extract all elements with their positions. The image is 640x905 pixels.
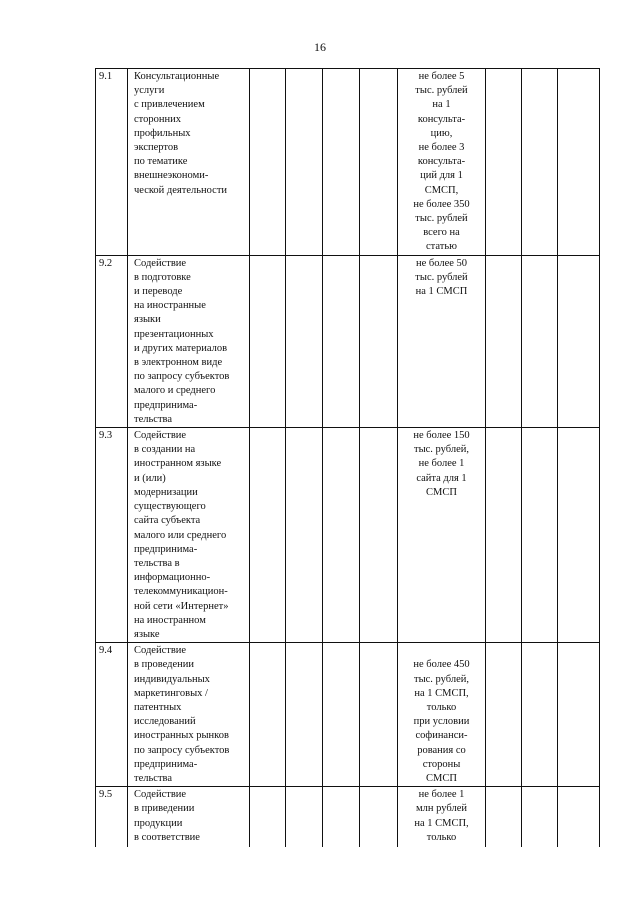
empty-cell (286, 643, 323, 787)
empty-cell (250, 255, 286, 427)
amount-limit-cell: не более 50 тыс. рублей на 1 СМСП (398, 255, 486, 427)
empty-cell (323, 787, 360, 847)
empty-cell (522, 643, 558, 787)
empty-cell (558, 255, 600, 427)
empty-cell (558, 69, 600, 256)
service-description-cell: Консультационные услуги с привлечением сторонних профильных экспертов по тематике внешнеэкономи- ческой деятельности (128, 69, 250, 256)
empty-cell (558, 787, 600, 847)
empty-cell (360, 428, 398, 643)
row-number-cell: 9.1 (96, 69, 128, 256)
empty-cell (486, 255, 522, 427)
empty-cell (323, 428, 360, 643)
service-description-cell: Содействие в приведении продукции в соответствие (128, 787, 250, 847)
empty-cell (522, 787, 558, 847)
row-number-cell: 9.5 (96, 787, 128, 847)
empty-cell (486, 428, 522, 643)
row-number-cell: 9.3 (96, 428, 128, 643)
amount-limit-cell: не более 150 тыс. рублей, не более 1 сайта для 1 СМСП (398, 428, 486, 643)
empty-cell (522, 255, 558, 427)
empty-cell (286, 428, 323, 643)
empty-cell (323, 255, 360, 427)
services-table (95, 68, 600, 847)
empty-cell (250, 787, 286, 847)
row-number-cell: 9.2 (96, 255, 128, 427)
empty-cell (360, 255, 398, 427)
empty-cell (360, 69, 398, 256)
empty-cell (558, 428, 600, 643)
page-number: 16 (314, 40, 326, 54)
amount-limit-cell: не более 450 тыс. рублей, на 1 СМСП, только при условии софинанси- рования со стороны СМСП (398, 643, 486, 787)
empty-cell (250, 428, 286, 643)
empty-cell (486, 69, 522, 256)
table-row (96, 787, 600, 847)
empty-cell (522, 428, 558, 643)
service-description-cell: Содействие в подготовке и переводе на иностранные языки презентационных и других материалов в электронном виде по запросу субъектов малого и среднего предпринима- тельства (128, 255, 250, 427)
empty-cell (286, 69, 323, 256)
empty-cell (486, 787, 522, 847)
empty-cell (250, 69, 286, 256)
amount-limit-cell: не более 5 тыс. рублей на 1 консульта- цию, не более 3 консульта- ций для 1 СМСП, не более 350 тыс. рублей всего на статью (398, 69, 486, 256)
table-row (96, 428, 600, 643)
row-number-cell: 9.4 (96, 643, 128, 787)
service-description-cell: Содействие в проведении индивидуальных маркетинговых / патентных исследований иностранных рынков по запросу субъектов предпринима- тельства (128, 643, 250, 787)
amount-limit-cell: не более 1 млн рублей на 1 СМСП, только (398, 787, 486, 847)
empty-cell (522, 69, 558, 256)
table-row (96, 69, 600, 256)
empty-cell (360, 643, 398, 787)
table-row (96, 643, 600, 787)
service-description-cell: Содействие в создании на иностранном языке и (или) модернизации существующего сайта субъекта малого или среднего предпринима- тельства в информационно- телекоммуникацион- ной сети «Интернет» на иностранном языке (128, 428, 250, 643)
empty-cell (323, 643, 360, 787)
empty-cell (250, 643, 286, 787)
empty-cell (323, 69, 360, 256)
empty-cell (286, 787, 323, 847)
empty-cell (360, 787, 398, 847)
empty-cell (558, 643, 600, 787)
table-row (96, 255, 600, 427)
empty-cell (286, 255, 323, 427)
empty-cell (486, 643, 522, 787)
